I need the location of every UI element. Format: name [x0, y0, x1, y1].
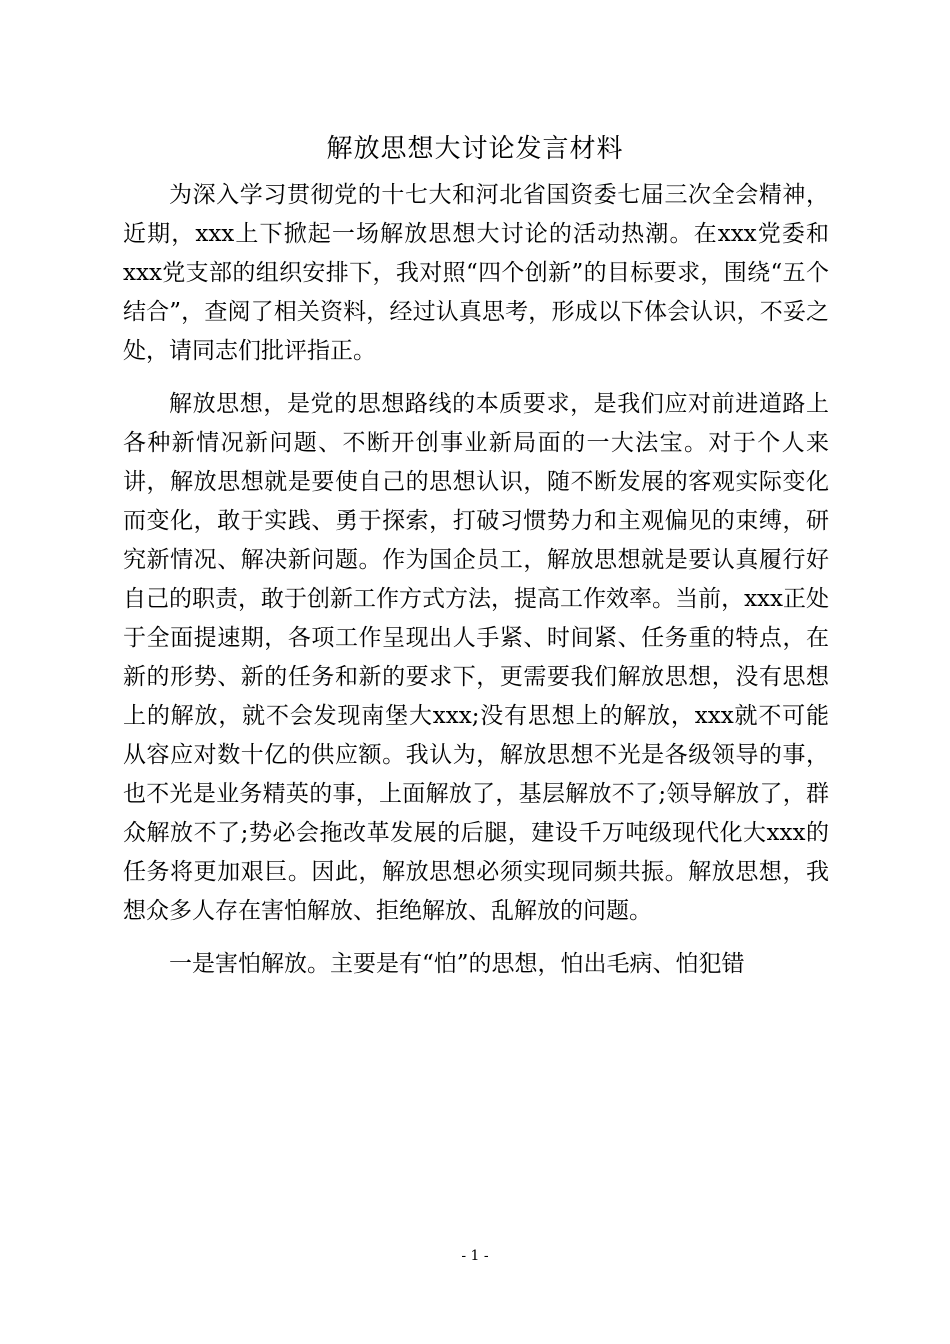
page-number: - 1 - — [461, 1248, 489, 1264]
paragraph-liberation-of-thought: 解放思想，是党的思想路线的本质要求，是我们应对前进道路上各种新情况新问题、不断开创事业新局面的一大法宝。对于个人来讲，解放思想就是要使自己的思想认识，随不断发展的客观实际变化而变化，敢于实践、勇于探索，打破习惯势力和主观偏见的束缚，研究新情况、解决新问题。作为国企员工，解放思想就是要认真履行好自己的职责，敢于创新工作方式方法，提高工作效率。当前，xxx正处于全面提速期，各项工作呈现出人手紧、时间紧、任务重的特点，在新的形势、新的任务和新的要求下，更需要我们解放思想，没有思想上的解放，就不会发现南堡大xxx;没有思想上的解放，xxx就不可能从容应对数十亿的供应额。我认为，解放思想不光是各级领导的事，也不光是业务精英的事，上面解放了，基层解放不了;领导解放了，群众解放不了;势必会拖改革发展的后腿，建设千万吨级现代化大xxx的任务将更加艰巨。因此，解放思想必须实现同频共振。解放思想，我想众多人存在害怕解放、拒绝解放、乱解放的问题。 — [123, 391, 829, 924]
paragraph-intro: 为深入学习贯彻党的十七大和河北省国资委七届三次全会精神，近期，xxx上下掀起一场解放思想大讨论的活动热潮。在xxx党委和xxx党支部的组织安排下，我对照“四个创新”的目标要求，围绕“五个结合”，查阅了相关资料，经过认真思考，形成以下体会认识，不妥之处，请同志们批评指正。 — [123, 182, 829, 364]
document-body — [123, 176, 829, 984]
document-title: 解放思想大讨论发言材料 — [326, 134, 624, 164]
paragraph-fear-of-liberation: 一是害怕解放。主要是有“怕”的思想，怕出毛病、怕犯错 — [169, 951, 745, 977]
